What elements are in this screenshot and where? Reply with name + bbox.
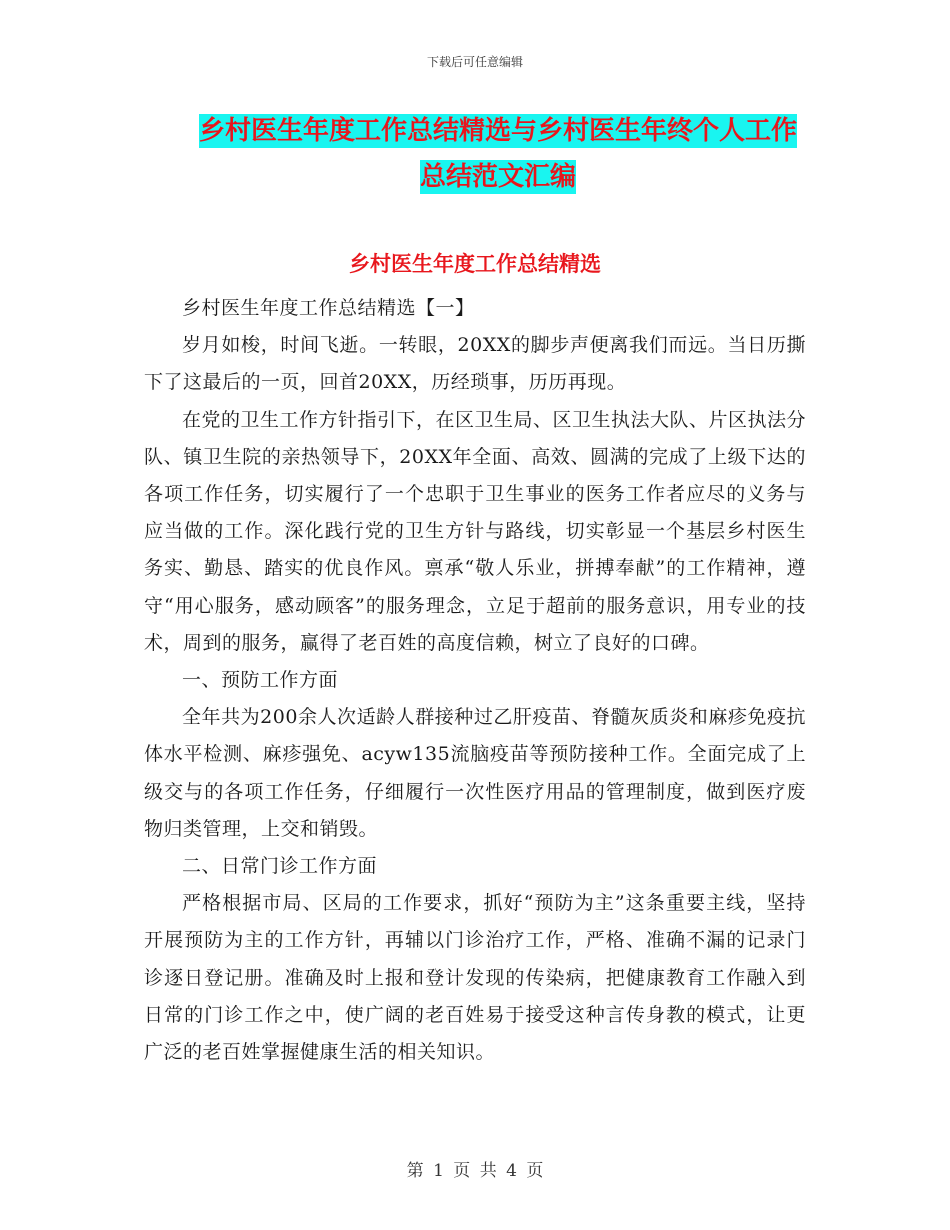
- subsection-heading-outpatient: 二、日常门诊工作方面: [182, 855, 378, 878]
- paragraph-heading-1: 乡村医生年度工作总结精选【一】: [182, 297, 475, 319]
- section-title: 乡村医生年度工作总结精选: [349, 252, 601, 276]
- paragraph: 岁月如梭，时间飞逝。一转眼，20XX的脚步声便离我们而远。当日历撕下了这最后的一页，回首20XX，历经琐事，历历再现。: [144, 334, 806, 394]
- header-note: 下载后可任意编辑: [426, 55, 523, 69]
- paragraph: 在党的卫生工作方针指引下，在区卫生局、区卫生执法大队、片区执法分队、镇卫生院的亲热领导下，20XX年全面、高效、圆满的完成了上级下达的各项工作任务，切实履行了一个忠职于卫生事业的医务工作者应尽的义务与应当做的工作。深化践行党的卫生方针与路线，切实彰显一个基层乡村医生务实、勤恳、踏实的优良作风。禀承“敬人乐业，拼搏奉献”的工作精神，遵守“用心服务，感动顾客”的服务理念，立足于超前的服务意识，用专业的技术，周到的服务，赢得了老百姓的高度信赖，树立了良好的口碑。: [144, 408, 807, 654]
- document-body: [144, 290, 806, 1071]
- paragraph: 严格根据市局、区局的工作要求，抓好“预防为主”这条重要主线，坚持开展预防为主的工作方针，再辅以门诊治疗工作，严格、准确不漏的记录门诊逐日登记册。准确及时上报和登计发现的传染病，把健康教育工作融入到日常的门诊工作之中，使广阔的老百姓易于接受这种言传身教的模式，让更广泛的老百姓掌握健康生活的相关知识。: [144, 892, 806, 1064]
- document-title-line-1: 乡村医生年度工作总结精选与乡村医生年终个人工作: [198, 116, 797, 146]
- paragraph: 全年共为200余人次适龄人群接种过乙肝疫苗、脊髓灰质炎和麻疹免疫抗体水平检测、麻疹强免、acyw135流脑疫苗等预防接种工作。全面完成了上级交与的各项工作任务，仔细履行一次性医疗用品的管理制度，做到医疗废物归类管理，上交和销毁。: [144, 706, 806, 840]
- page-footer: 第 1 页 共 4 页: [406, 1161, 544, 1181]
- document-title-line-2: 总结范文汇编: [419, 162, 576, 192]
- subsection-heading-prevention: 一、预防工作方面: [182, 669, 339, 692]
- document-title: [140, 108, 856, 200]
